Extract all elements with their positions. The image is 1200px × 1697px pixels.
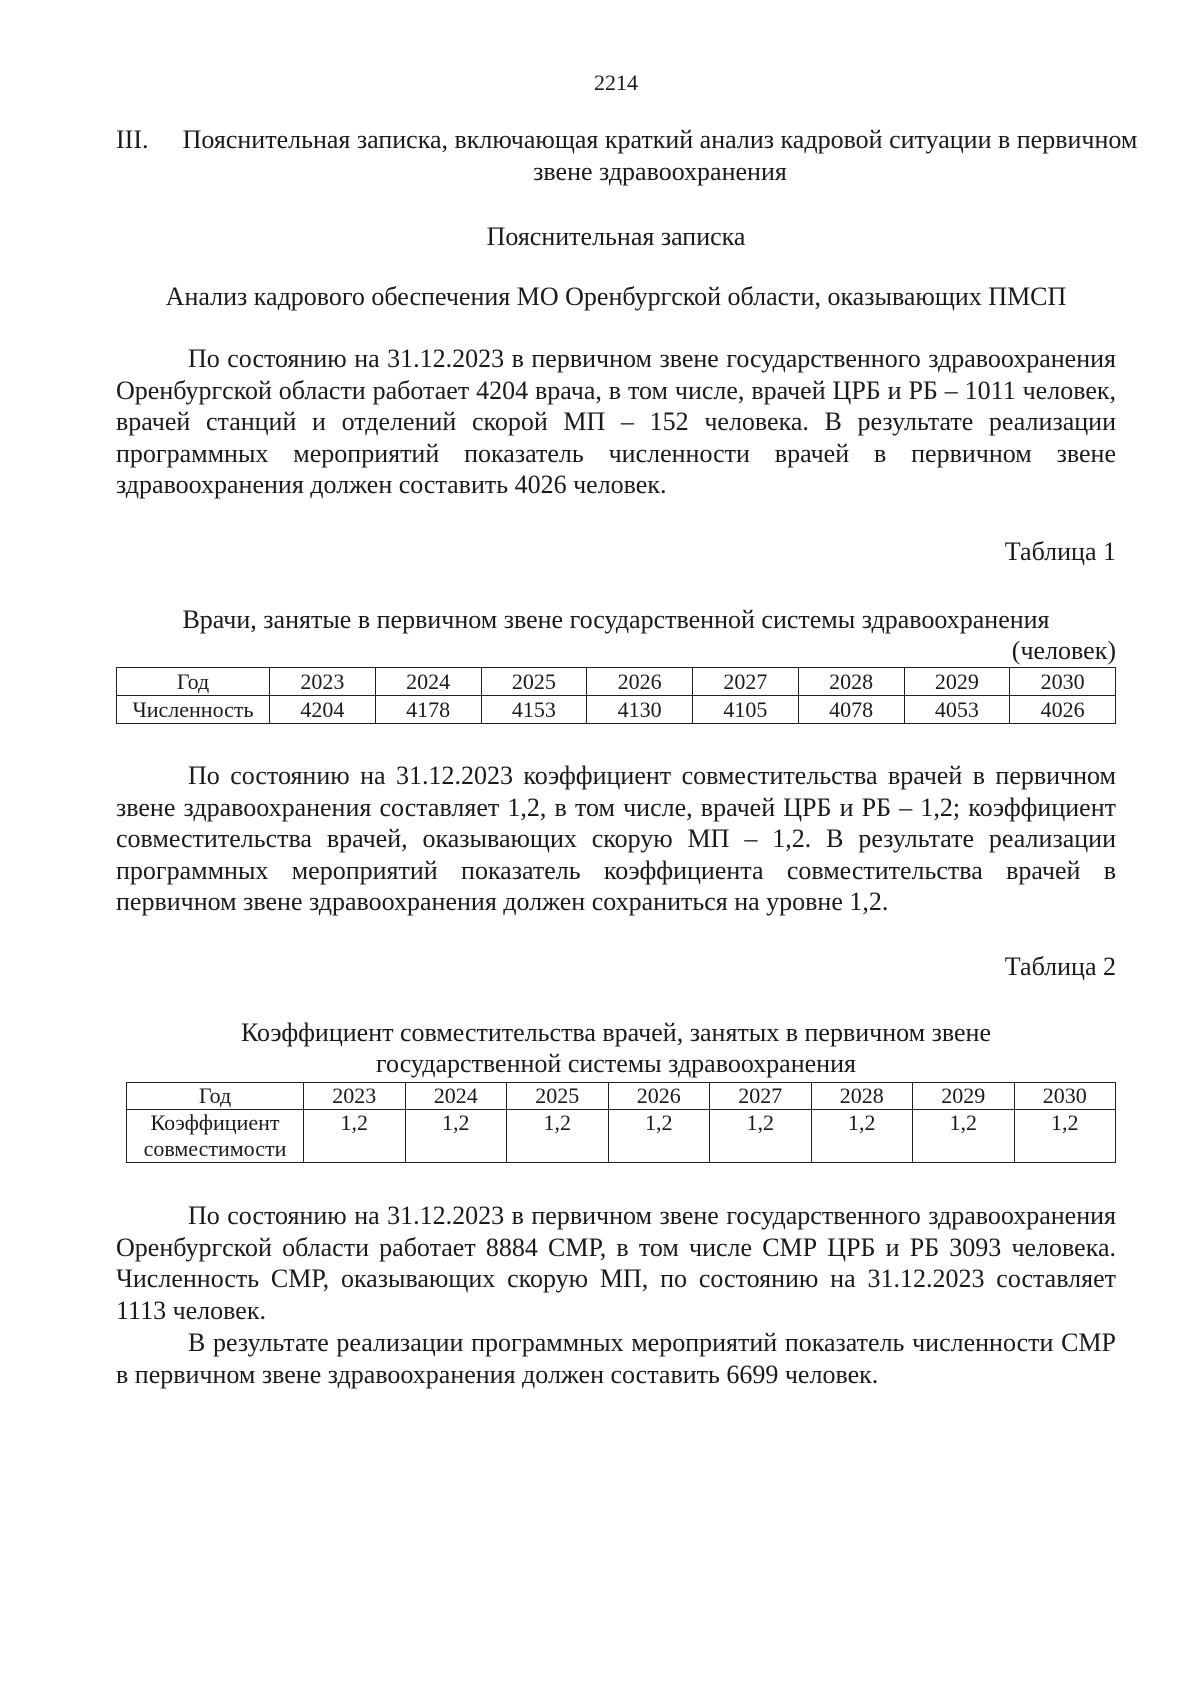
page-number: 2214 — [594, 70, 638, 95]
paragraph-coefficient: По состоянию на 31.12.2023 коэффициент совместительства врачей в первичном звене здравоохранения составляет 1,2, в том числе, врачей ЦРБ и РБ – 1,2; коэффициент совместительства врачей, оказывающих скорую МП – 1,2. В результате реализации программных мероприятий показатель коэффициента совместительства врачей в первичном звене здравоохранения должен сохраниться на уровне 1,2. — [116, 761, 1116, 916]
table2-label: Таблица 2 — [1004, 952, 1116, 981]
table-year-cell: 2026 — [608, 1083, 710, 1110]
table-year-cell: 2025 — [481, 668, 587, 696]
table-value-cell: 4178 — [375, 696, 481, 724]
section-heading — [116, 124, 1138, 188]
paragraph-nurses-count: По состоянию на 31.12.2023 в первичном звене государственного здравоохранения Оренбургской области работает 8884 СМР, в том числе СМР ЦРБ и РБ 3093 человека. Численность СМР, оказывающих скорую МП, по состоянию на 31.12.2023 составляет 1113 человек. — [116, 1201, 1116, 1325]
table-year-cell: 2023 — [270, 668, 376, 696]
table-row — [127, 1083, 1116, 1110]
table-year-cell: 2025 — [507, 1083, 609, 1110]
table-year-cell: 2027 — [693, 668, 799, 696]
table-doctors — [116, 667, 1116, 724]
row-label-line1: Коэффициент — [150, 1110, 280, 1135]
table1-caption: Врачи, занятые в первичном звене государственной системы здравоохранения — [182, 605, 1050, 634]
table-year-cell: 2027 — [710, 1083, 812, 1110]
table-row — [117, 696, 1116, 724]
table-row-label: Численность — [117, 696, 270, 724]
table-value-cell: 4204 — [270, 696, 376, 724]
analysis-title: Анализ кадрового обеспечения МО Оренбургской области, оказывающих ПМСП — [165, 282, 1067, 311]
section-title: Пояснительная записка, включающая краткий анализ кадровой ситуации в первичном звене здравоохранения — [182, 125, 1138, 186]
document-page — [116, 0, 1138, 1697]
table1-units: (человек) — [1011, 636, 1116, 665]
note-title: Пояснительная записка — [486, 222, 746, 251]
table-year-cell: 2030 — [1010, 668, 1116, 696]
table-row — [117, 668, 1116, 696]
table-year-cell: 2030 — [1014, 1083, 1116, 1110]
table2-caption: Коэффициент совместительства врачей, занятых в первичном звене государственной системы здравоохранения — [241, 1018, 991, 1078]
table-year-cell: 2024 — [375, 668, 481, 696]
table-value-cell: 4053 — [904, 696, 1010, 724]
table-year-cell: 2029 — [913, 1083, 1015, 1110]
paragraph-doctors-count: По состоянию на 31.12.2023 в первичном звене государственного здравоохранения Оренбургской области работает 4204 врача, в том числе, врачей ЦРБ и РБ – 1011 человек, врачей станций и отделений скорой МП – 152 человека. В результате реализации программных мероприятий показатель численности врачей в первичном звене здравоохранения должен составить 4026 человек. — [116, 344, 1116, 499]
table-value-cell: 4153 — [481, 696, 587, 724]
table-value-cell: 1,2 — [710, 1110, 812, 1163]
table-value-cell: 1,2 — [1014, 1110, 1116, 1163]
table-value-cell: 4078 — [798, 696, 904, 724]
table-value-cell: 1,2 — [608, 1110, 710, 1163]
table-coefficient — [126, 1082, 1116, 1163]
table-value-cell: 1,2 — [304, 1110, 406, 1163]
table-header-cell: Год — [117, 668, 270, 696]
table-year-cell: 2028 — [811, 1083, 913, 1110]
table-value-cell: 1,2 — [507, 1110, 609, 1163]
table-value-cell: 1,2 — [913, 1110, 1015, 1163]
table-value-cell: 1,2 — [405, 1110, 507, 1163]
table-year-cell: 2028 — [798, 668, 904, 696]
table-row-label — [127, 1110, 304, 1163]
table-year-cell: 2024 — [405, 1083, 507, 1110]
table-year-cell: 2023 — [304, 1083, 406, 1110]
table-header-cell: Год — [127, 1083, 304, 1110]
table1-label: Таблица 1 — [1004, 537, 1116, 566]
row-label-line2: совместимости — [143, 1136, 287, 1161]
table-value-cell: 4130 — [587, 696, 693, 724]
table-value-cell: 4105 — [693, 696, 799, 724]
table-year-cell: 2029 — [904, 668, 1010, 696]
table-row — [127, 1110, 1116, 1163]
section-number: III. — [116, 125, 149, 154]
paragraph-nurses-target: В результате реализации программных мероприятий показатель численности СМР в первичном звене здравоохранения должен составить 6699 человек. — [116, 1328, 1116, 1389]
table-value-cell: 1,2 — [811, 1110, 913, 1163]
table-year-cell: 2026 — [587, 668, 693, 696]
table-value-cell: 4026 — [1010, 696, 1116, 724]
